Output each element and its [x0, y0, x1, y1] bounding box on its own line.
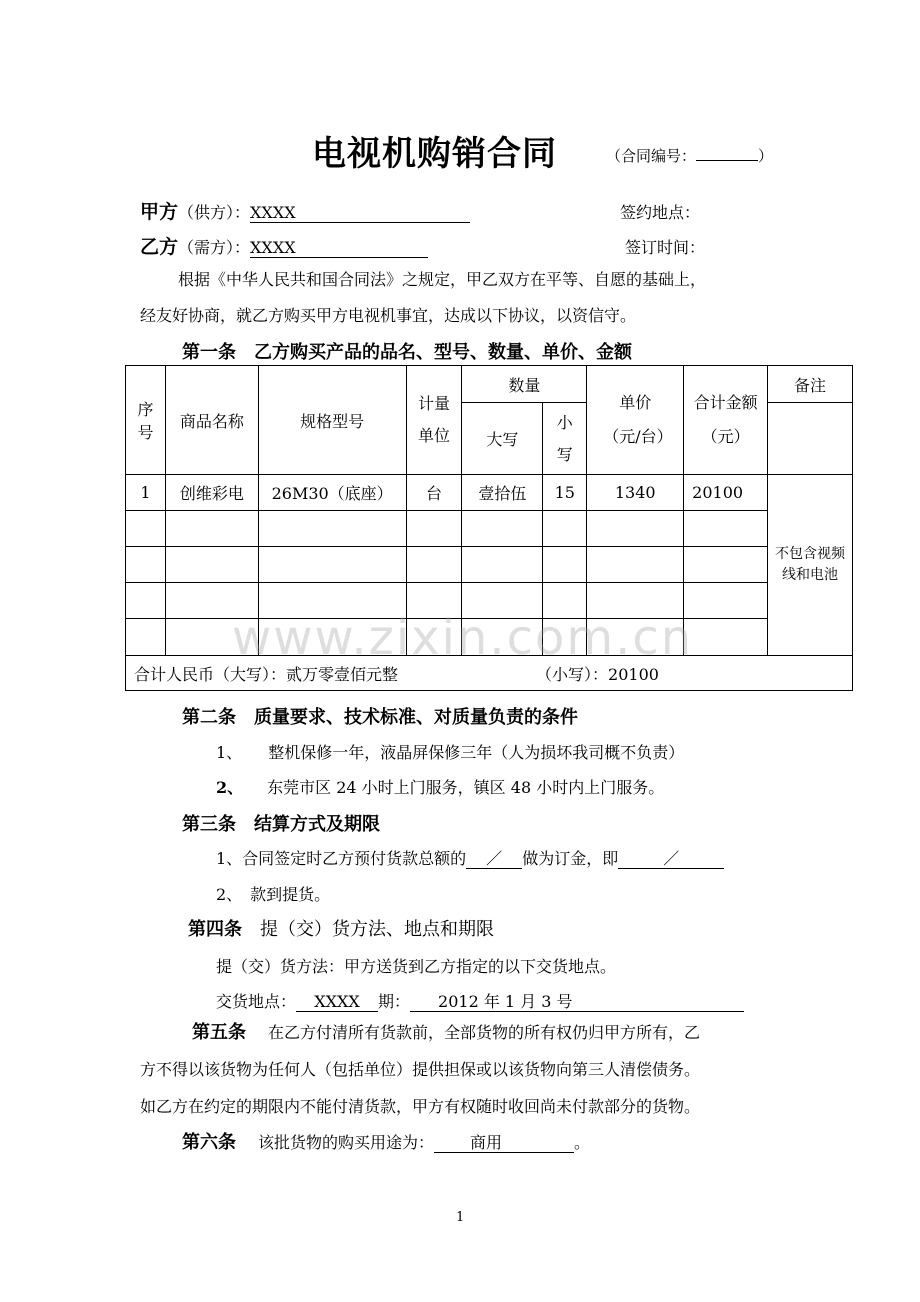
watermark: www.zixin.com.cn [232, 610, 694, 666]
article-3-item-2: 2、 款到提货。 [216, 885, 331, 904]
party-b-line [140, 232, 428, 259]
row-qty-upper: 壹拾伍 [462, 475, 543, 511]
contract-number-value [696, 160, 758, 161]
party-b-role: （需方）： [178, 238, 251, 257]
article-4-place-line [216, 989, 744, 1012]
article-5-text-1: 在乙方付清所有货款前，全部货物的所有权仍归甲方所有，乙 [268, 1023, 701, 1042]
article-2-item-2 [216, 775, 664, 798]
header-unit: 计量单位 [406, 366, 462, 475]
article-3-heading: 第三条 结算方式及期限 [182, 814, 380, 835]
article-3-blank-1: ／ [466, 850, 522, 869]
header-qty-upper: 大写 [462, 403, 543, 475]
delivery-place-label: 交货地点： [216, 992, 297, 1011]
article-3-blank-2: ／ [618, 850, 724, 869]
article-4-title: 提（交）货方法、地点和期限 [260, 919, 494, 940]
article-6-text: 该批货物的购买用途为： [258, 1133, 435, 1152]
intro-line-1: 根据《中华人民共和国合同法》之规定，甲乙双方在平等、自愿的基础上， [178, 270, 707, 289]
signing-place-label: 签约地点： [620, 203, 701, 222]
article-3-item-1-b: 做为订金，即 [522, 849, 619, 868]
article-1-heading: 第一条 乙方购买产品的品名、型号、数量、单价、金额 [182, 342, 632, 363]
article-2-item-1-no: 1、 [216, 743, 243, 762]
article-4-label: 第四条 [188, 919, 242, 940]
article-5-line-1 [192, 1015, 700, 1051]
party-b-label: 乙方 [140, 236, 179, 258]
article-2-item-2-text: 东莞市区 24 小时上门服务，镇区 48 小时内上门服务。 [267, 778, 665, 797]
row-model: 26M30（底座） [258, 475, 406, 511]
delivery-place: XXXX [296, 993, 378, 1012]
header-model: 规格型号 [258, 366, 406, 475]
remark-cell: 不包含视频线和电池 [768, 475, 853, 656]
article-3-item-1 [216, 846, 724, 869]
header-qty: 数量 [462, 366, 587, 403]
article-6-purpose: 商用 [434, 1134, 574, 1153]
article-2-item-1-text: 整机保修一年，液晶屏保修三年（人为损坏我司概不负责） [268, 743, 685, 762]
article-2-item-2-no: 2、 [216, 778, 244, 797]
delivery-date: 2012 年 1 月 3 号 [410, 993, 744, 1012]
row-unit: 台 [406, 475, 462, 511]
row-price: 1340 [587, 475, 684, 511]
contract-title: 电视机购销合同 [312, 134, 557, 174]
article-6-line [182, 1128, 590, 1154]
table-row [126, 547, 853, 583]
contract-number-prefix: （合同编号： [606, 147, 697, 165]
header-qty-lower: 小写 [543, 403, 587, 475]
article-6-label: 第六条 [182, 1132, 236, 1153]
sum-upper-label: 合计人民币（大写）： [134, 664, 287, 684]
header-total: 合计金额（元） [684, 366, 768, 475]
row-total: 20100 [684, 475, 768, 511]
party-a-name: XXXX [250, 204, 470, 223]
article-3-item-1-a: 1、合同签定时乙方预付货款总额的 [216, 849, 467, 868]
row-seq: 1 [126, 475, 166, 511]
table-row [126, 475, 853, 511]
party-a-label: 甲方 [140, 201, 179, 223]
article-4-heading [188, 915, 494, 941]
article-6-end: 。 [574, 1133, 591, 1152]
sum-upper: 贰万零壹佰元整 [286, 664, 399, 684]
header-price: 单价（元/台） [587, 366, 684, 475]
header-remark: 备注 [768, 366, 853, 403]
article-5-line-2: 方不得以该货物为任何人（包括单位）提供担保或以该货物向第三人清偿债务。 [140, 1060, 701, 1079]
article-2-item-1 [216, 740, 684, 763]
delivery-date-label: 期： [378, 992, 411, 1011]
article-2-heading: 第二条 质量要求、技术标准、对质量负责的条件 [182, 707, 578, 728]
table-row [126, 511, 853, 547]
party-a-role: （供方）： [178, 203, 251, 222]
header-name: 商品名称 [165, 366, 258, 475]
header-remark-empty [768, 403, 853, 475]
row-name: 创维彩电 [165, 475, 258, 511]
intro-line-2: 经友好协商，就乙方购买甲方电视机事宜，达成以下协议，以资信守。 [140, 306, 637, 325]
article-5-line-3: 如乙方在约定的期限内不能付清货款，甲方有权随时收回尚未付款部分的货物。 [140, 1097, 701, 1116]
sum-lower-label: （小写）： [536, 664, 609, 684]
party-a-line [140, 197, 470, 224]
article-5-label: 第五条 [192, 1022, 246, 1043]
row-qty-lower: 15 [543, 475, 587, 511]
sum-lower: 20100 [608, 664, 659, 684]
contract-number-suffix: ） [758, 147, 774, 165]
contract-number [606, 145, 773, 166]
signing-date-label: 签订时间： [625, 238, 706, 257]
article-4-method: 提（交）货方法：甲方送货到乙方指定的以下交货地点。 [216, 957, 617, 976]
header-seq: 序号 [126, 366, 166, 475]
party-b-name: XXXX [250, 239, 428, 258]
page-number: 1 [456, 1210, 465, 1225]
